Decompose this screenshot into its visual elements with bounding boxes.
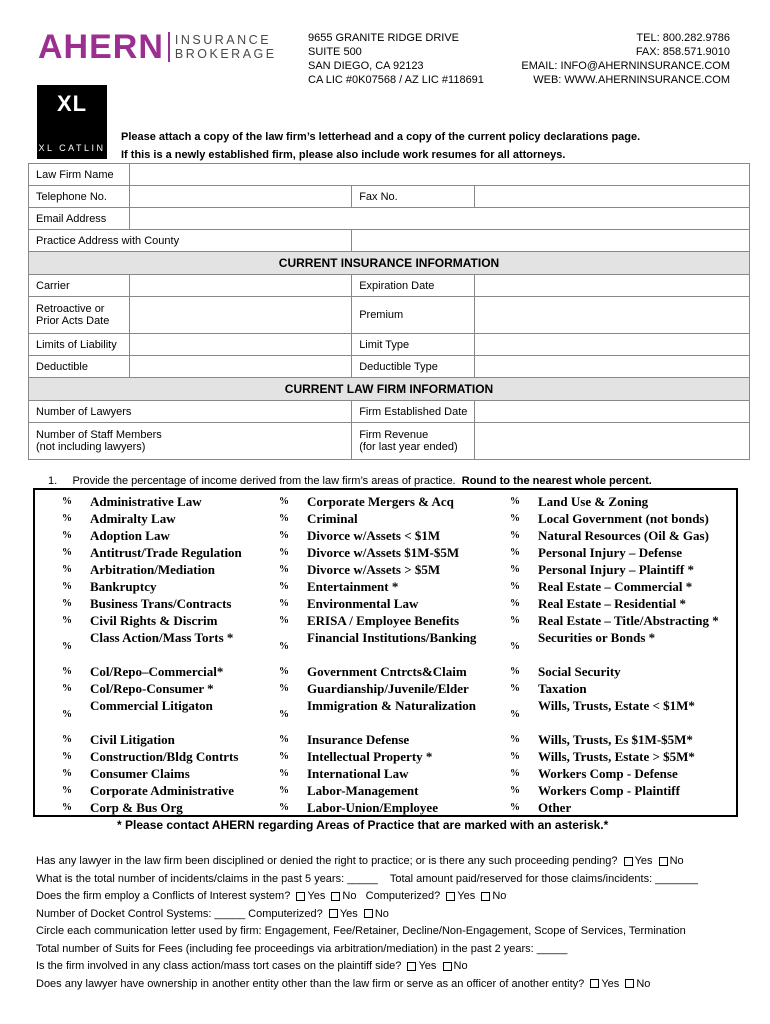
- practice-area-row: [506, 595, 719, 612]
- practice-area-row: [58, 561, 242, 578]
- question-text: What is the total number of incidents/claims in the past 5 years: _____: [36, 872, 378, 885]
- practice-area-row: [58, 680, 242, 697]
- practice-area-label: Intellectual Property *: [307, 749, 433, 764]
- percent-field[interactable]: %: [510, 496, 520, 507]
- no-label: No: [492, 890, 507, 902]
- practice-area-row: [275, 663, 477, 680]
- practice-area-label: Admiralty Law: [90, 511, 176, 526]
- yes-label: Yes: [418, 960, 437, 972]
- practice-area-row: [506, 527, 719, 544]
- revenue-line2: (for last year ended): [359, 441, 458, 453]
- percent-field[interactable]: %: [510, 751, 520, 762]
- question-text: Is the firm involved in any class action/mass tort cases on the plaintiff side?: [36, 960, 402, 972]
- xl-mark: XL: [56, 91, 88, 116]
- logo-subtitle: [175, 33, 277, 61]
- question-number: 1.: [48, 475, 58, 487]
- question-text: Number of Docket Control Systems: _____: [36, 907, 246, 920]
- percent-field[interactable]: %: [279, 615, 289, 626]
- percent-field[interactable]: %: [510, 513, 520, 524]
- practice-area-row: [506, 612, 719, 629]
- no-label: No: [342, 890, 357, 902]
- no-checkbox[interactable]: [481, 892, 490, 901]
- question-text: Does the firm employ a Conflicts of Interest system?: [36, 890, 291, 902]
- practice-area-label: Civil Rights & Discrim: [90, 613, 218, 628]
- practice-column-1: [58, 493, 242, 816]
- percent-field[interactable]: %: [62, 640, 72, 652]
- percent-field[interactable]: %: [279, 751, 289, 762]
- practice-area-row: [506, 510, 719, 527]
- practice-area-row: [275, 493, 477, 510]
- practice-area-row: [275, 680, 477, 697]
- established-field[interactable]: [475, 401, 750, 423]
- revenue-field[interactable]: [475, 423, 750, 460]
- carrier-field[interactable]: [130, 275, 352, 297]
- percent-field[interactable]: %: [62, 564, 72, 575]
- percent-field[interactable]: %: [510, 615, 520, 626]
- practice-area-label: Securities or Bonds *: [538, 630, 656, 645]
- percent-field[interactable]: %: [62, 581, 72, 592]
- question-text: Does any lawyer have ownership in another entity other than the law firm or serve as an officer of another entity?: [36, 977, 585, 990]
- percent-field[interactable]: %: [510, 734, 520, 745]
- premium-label: Premium: [352, 297, 475, 334]
- question-bold: Round to the nearest whole percent.: [461, 475, 652, 487]
- practice-area-row: [58, 578, 242, 595]
- question-conflicts: [36, 888, 698, 906]
- email-label: Email Address: [29, 208, 130, 230]
- practice-area-label: Criminal: [307, 511, 358, 526]
- yes-label: Yes: [307, 890, 326, 902]
- logo-subtitle-line1: INSURANCE: [174, 33, 272, 47]
- practice-area-label: Social Security: [538, 664, 621, 679]
- practice-area-label: Government Cntrcts&Claim: [307, 664, 467, 679]
- practice-area-row: [506, 663, 719, 680]
- yes-label: Yes: [601, 977, 620, 990]
- company-contact: [521, 31, 730, 87]
- percent-field[interactable]: %: [510, 785, 520, 796]
- percent-field[interactable]: %: [279, 640, 289, 652]
- practice-address-text: Practice Address with County: [36, 234, 180, 247]
- practice-area-label: Corporate Mergers & Acq: [307, 494, 454, 509]
- deductible-type-field[interactable]: [475, 356, 750, 378]
- practice-area-row: [58, 731, 242, 748]
- question-letters: Circle each communication letter used by firm: Engagement, Fee/Retainer, Decline/Non-Engagement, Scope of Services, Termination: [36, 925, 686, 937]
- yes-checkbox[interactable]: [624, 857, 633, 866]
- telephone-label: Telephone No.: [29, 186, 130, 208]
- percent-field[interactable]: %: [510, 640, 520, 652]
- yes-checkbox[interactable]: [407, 962, 416, 971]
- practice-area-label: Wills, Trusts, Estate > $5M*: [538, 749, 695, 764]
- contact-line: WEB: WWW.AHERNINSURANCE.COM: [533, 74, 730, 86]
- no-label: No: [374, 907, 389, 920]
- address-line: 9655 GRANITE RIDGE DRIVE: [308, 32, 459, 44]
- percent-field[interactable]: %: [62, 734, 72, 745]
- practice-area-row: [275, 612, 477, 629]
- established-label: Firm Established Date: [352, 401, 475, 423]
- practice-area-label: Financial Institutions/Banking: [307, 630, 477, 645]
- practice-area-row: [58, 765, 242, 782]
- practice-area-row: [58, 612, 242, 629]
- practice-area-label: Divorce w/Assets > $5M: [307, 562, 441, 577]
- percent-field[interactable]: %: [279, 683, 289, 694]
- practice-address-label: [29, 230, 352, 252]
- practice-address-field[interactable]: [352, 230, 750, 252]
- question-suits: Total number of Suits for Fees (including fee proceedings via arbitration/mediation) in the past 2 years: _____: [36, 942, 568, 955]
- percent-field[interactable]: %: [62, 530, 72, 541]
- percent-field[interactable]: %: [62, 708, 72, 720]
- practice-area-label: Divorce w/Assets < $1M: [307, 528, 441, 543]
- fax-label: Fax No.: [352, 186, 475, 208]
- question-discipline: [36, 853, 698, 871]
- practice-area-row: [275, 510, 477, 527]
- practice-area-row: [506, 765, 719, 782]
- retroactive-line1: Retroactive or: [36, 303, 105, 315]
- no-checkbox[interactable]: [364, 909, 373, 918]
- percent-field[interactable]: %: [510, 683, 520, 694]
- practice-area-row: [275, 544, 477, 561]
- practice-area-row: [58, 527, 242, 544]
- percent-field[interactable]: %: [62, 666, 72, 677]
- percent-field[interactable]: %: [510, 666, 520, 677]
- practice-area-label: Workers Comp - Plaintiff: [538, 783, 680, 798]
- yes-checkbox[interactable]: [590, 979, 599, 988]
- percent-field[interactable]: %: [279, 564, 289, 575]
- practice-area-row: [58, 663, 242, 680]
- staff-line1: Number of Staff Members: [36, 429, 162, 441]
- practice-area-label: Consumer Claims: [90, 766, 190, 781]
- practice-area-row: [275, 527, 477, 544]
- retroactive-label: [29, 297, 130, 334]
- practice-area-row: [275, 578, 477, 595]
- xl-wordmark: XL CATLIN: [38, 143, 106, 153]
- practice-area-label: Col/Repo-Consumer *: [90, 681, 214, 696]
- contact-line: FAX: 858.571.9010: [635, 46, 730, 58]
- practice-area-label: Real Estate – Commercial *: [538, 579, 693, 594]
- practice-area-row: [275, 697, 477, 731]
- practice-area-label: Adoption Law: [90, 528, 170, 543]
- ahern-logo: [38, 30, 277, 64]
- question-claims: [36, 871, 698, 889]
- practice-area-row: [275, 629, 477, 663]
- limits-label: Limits of Liability: [29, 334, 130, 356]
- firm-info-table: [28, 163, 750, 460]
- percent-field[interactable]: %: [279, 768, 289, 779]
- practice-area-label: Corp & Bus Org: [90, 800, 183, 815]
- law-firm-name-label: Law Firm Name: [29, 164, 130, 186]
- percent-field[interactable]: %: [279, 802, 289, 813]
- xl-catlin-logo: [37, 85, 107, 159]
- note-line: If this is a newly established firm, please also include work resumes for all attorneys.: [121, 149, 566, 161]
- limits-field[interactable]: [130, 334, 352, 356]
- practice-area-row: [58, 697, 242, 731]
- percent-field[interactable]: %: [279, 496, 289, 507]
- practice-area-row: [58, 544, 242, 561]
- practice-area-label: Class Action/Mass Torts *: [90, 630, 234, 645]
- practice-area-row: [58, 799, 242, 816]
- practice-area-label: Local Government (not bonds): [538, 511, 709, 526]
- note-line: Please attach a copy of the law firm’s letterhead and a copy of the current policy declarations page.: [121, 131, 641, 143]
- practice-area-label: Other: [538, 800, 572, 815]
- staff-label: [29, 423, 352, 460]
- question-text: Provide the percentage of income derived from the law firm’s areas of practice.: [72, 475, 456, 487]
- practice-area-row: [275, 799, 477, 816]
- num-lawyers-label: [29, 401, 352, 423]
- question-text: Computerized?: [365, 890, 441, 902]
- practice-area-label: Guardianship/Juvenile/Elder: [307, 681, 469, 696]
- percent-field[interactable]: %: [510, 708, 520, 720]
- practice-area-row: [506, 680, 719, 697]
- practice-area-row: [58, 493, 242, 510]
- percent-field[interactable]: %: [279, 734, 289, 745]
- expiration-label: Expiration Date: [352, 275, 475, 297]
- practice-area-label: International Law: [307, 766, 409, 781]
- practice-area-row: [506, 544, 719, 561]
- practice-area-row: [275, 731, 477, 748]
- percent-field[interactable]: %: [62, 751, 72, 762]
- percent-field[interactable]: %: [62, 598, 72, 609]
- fax-field[interactable]: [475, 186, 750, 208]
- question-class-action: [36, 958, 698, 976]
- section-current-law-firm: CURRENT LAW FIRM INFORMATION: [29, 378, 750, 401]
- practice-area-row: [58, 595, 242, 612]
- law-firm-name-field[interactable]: [130, 164, 750, 186]
- question-ownership: [36, 976, 698, 994]
- percent-field[interactable]: %: [62, 785, 72, 796]
- practice-area-label: Labor-Management: [307, 783, 419, 798]
- instructions-note: [121, 128, 640, 164]
- practice-area-label: Col/Repo–Commercial*: [90, 664, 224, 679]
- no-checkbox[interactable]: [443, 962, 452, 971]
- yes-checkbox[interactable]: [296, 892, 305, 901]
- question-text: Computerized?: [248, 907, 323, 920]
- practice-area-row: [506, 731, 719, 748]
- practice-question: [48, 475, 652, 487]
- deductible-field[interactable]: [130, 356, 352, 378]
- practice-area-label: Commercial Litigaton: [90, 698, 213, 713]
- practice-area-label: Real Estate – Title/Abstracting *: [538, 613, 719, 628]
- limit-type-label: Limit Type: [352, 334, 475, 356]
- percent-field[interactable]: %: [62, 768, 72, 779]
- practice-area-row: [58, 782, 242, 799]
- staff-line2: (not including lawyers): [36, 441, 146, 453]
- practice-area-row: [58, 748, 242, 765]
- practice-area-label: Real Estate – Residential *: [538, 596, 687, 611]
- percent-field[interactable]: %: [510, 581, 520, 592]
- percent-field[interactable]: %: [510, 547, 520, 558]
- practice-area-row: [506, 629, 719, 663]
- practice-area-label: ERISA / Employee Benefits: [307, 613, 460, 628]
- practice-area-row: [58, 629, 242, 663]
- percent-field[interactable]: %: [510, 768, 520, 779]
- percent-field[interactable]: %: [279, 547, 289, 558]
- percent-field[interactable]: %: [62, 683, 72, 694]
- yes-label: Yes: [339, 907, 358, 920]
- practice-area-label: Labor-Union/Employee: [307, 800, 438, 815]
- percent-field[interactable]: %: [62, 615, 72, 626]
- no-label: No: [453, 960, 468, 972]
- percent-field[interactable]: %: [279, 530, 289, 541]
- yes-label: Yes: [457, 890, 476, 902]
- address-line: SUITE 500: [308, 46, 362, 58]
- practice-area-label: Divorce w/Assets $1M-$5M: [307, 545, 460, 560]
- questions-list: [36, 853, 698, 993]
- practice-area-label: Land Use & Zoning: [538, 494, 649, 509]
- num-lawyers-text: Number of Lawyers: [36, 405, 132, 418]
- practice-area-label: Environmental Law: [307, 596, 419, 611]
- practice-area-row: [506, 493, 719, 510]
- practice-column-2: [275, 493, 477, 816]
- practice-area-row: [506, 799, 719, 816]
- practice-area-row: [275, 765, 477, 782]
- email-field[interactable]: [130, 208, 750, 230]
- logo-divider: [168, 32, 170, 62]
- practice-area-label: Natural Resources (Oil & Gas): [538, 528, 709, 543]
- deductible-label: Deductible: [29, 356, 130, 378]
- percent-field[interactable]: %: [279, 513, 289, 524]
- no-label: No: [636, 977, 651, 990]
- asterisk-note: * Please contact AHERN regarding Areas of Practice that are marked with an asterisk.*: [117, 818, 609, 832]
- practice-area-label: Arbitration/Mediation: [90, 562, 215, 577]
- practice-area-label: Business Trans/Contracts: [90, 596, 232, 611]
- practice-area-label: Entertainment *: [307, 579, 399, 594]
- practice-area-row: [506, 578, 719, 595]
- practice-area-label: Civil Litigation: [90, 732, 175, 747]
- address-line: CA LIC #0K07568 / AZ LIC #118691: [308, 74, 484, 86]
- percent-field[interactable]: %: [279, 598, 289, 609]
- percent-field[interactable]: %: [510, 598, 520, 609]
- practice-areas-box: [33, 488, 738, 817]
- practice-area-row: [275, 561, 477, 578]
- retroactive-field[interactable]: [130, 297, 352, 334]
- practice-area-label: Corporate Administrative: [90, 783, 235, 798]
- yes-label: Yes: [634, 855, 653, 867]
- practice-area-row: [275, 748, 477, 765]
- yes-checkbox[interactable]: [329, 909, 338, 918]
- telephone-field[interactable]: [130, 186, 352, 208]
- percent-field[interactable]: %: [62, 547, 72, 558]
- logo-subtitle-line2: BROKERAGE: [174, 47, 277, 61]
- percent-field[interactable]: %: [279, 581, 289, 592]
- practice-area-label: Wills, Trusts, Estate < $1M*: [538, 698, 695, 713]
- percent-field[interactable]: %: [279, 708, 289, 720]
- percent-field[interactable]: %: [510, 564, 520, 575]
- yes-checkbox[interactable]: [446, 892, 455, 901]
- premium-field[interactable]: [475, 297, 750, 334]
- practice-area-row: [506, 748, 719, 765]
- no-checkbox[interactable]: [331, 892, 340, 901]
- percent-field[interactable]: %: [510, 530, 520, 541]
- question-text: Total amount paid/reserved for those claims/incidents: _______: [389, 872, 699, 885]
- practice-area-label: Taxation: [538, 681, 587, 696]
- deductible-type-label: Deductible Type: [352, 356, 475, 378]
- practice-area-label: Construction/Bldg Contrts: [90, 749, 239, 764]
- practice-area-row: [275, 782, 477, 799]
- limit-type-field[interactable]: [475, 334, 750, 356]
- practice-area-row: [506, 561, 719, 578]
- address-line: SAN DIEGO, CA 92123: [308, 60, 424, 72]
- practice-column-3: [506, 493, 719, 816]
- revenue-label: [352, 423, 475, 460]
- practice-area-label: Antitrust/Trade Regulation: [90, 545, 242, 560]
- practice-area-row: [58, 510, 242, 527]
- expiration-field[interactable]: [475, 275, 750, 297]
- question-docket: [36, 906, 698, 924]
- percent-field[interactable]: %: [62, 496, 72, 507]
- company-address: [308, 31, 484, 87]
- practice-area-row: [506, 697, 719, 731]
- percent-field[interactable]: %: [62, 802, 72, 813]
- revenue-line1: Firm Revenue: [359, 429, 429, 441]
- practice-area-label: Bankruptcy: [90, 579, 157, 594]
- contact-line: EMAIL: INFO@AHERNINSURANCE.COM: [521, 60, 730, 72]
- practice-area-label: Immigration & Naturalization: [307, 698, 476, 713]
- question-text: Has any lawyer in the law firm been disciplined or denied the right to practice; or is there any such proceeding pending?: [36, 855, 618, 867]
- logo-wordmark: AHERN: [38, 28, 164, 66]
- section-current-insurance: CURRENT INSURANCE INFORMATION: [29, 252, 750, 275]
- no-label: No: [669, 855, 684, 867]
- practice-area-label: Workers Comp - Defense: [538, 766, 678, 781]
- practice-area-row: [275, 595, 477, 612]
- practice-area-label: Administrative Law: [90, 494, 202, 509]
- retroactive-line2: Prior Acts Date: [36, 315, 110, 327]
- percent-field[interactable]: %: [279, 666, 289, 677]
- contact-line: TEL: 800.282.9786: [636, 32, 730, 44]
- practice-area-label: Personal Injury – Defense: [538, 545, 683, 560]
- practice-area-label: Personal Injury – Plaintiff *: [538, 562, 694, 577]
- practice-area-row: [506, 782, 719, 799]
- percent-field[interactable]: %: [279, 785, 289, 796]
- carrier-label: Carrier: [29, 275, 130, 297]
- practice-area-label: Wills, Trusts, Es $1M-$5M*: [538, 732, 693, 747]
- no-checkbox[interactable]: [659, 857, 668, 866]
- percent-field[interactable]: %: [510, 802, 520, 813]
- no-checkbox[interactable]: [625, 979, 634, 988]
- practice-area-label: Insurance Defense: [307, 732, 410, 747]
- percent-field[interactable]: %: [62, 513, 72, 524]
